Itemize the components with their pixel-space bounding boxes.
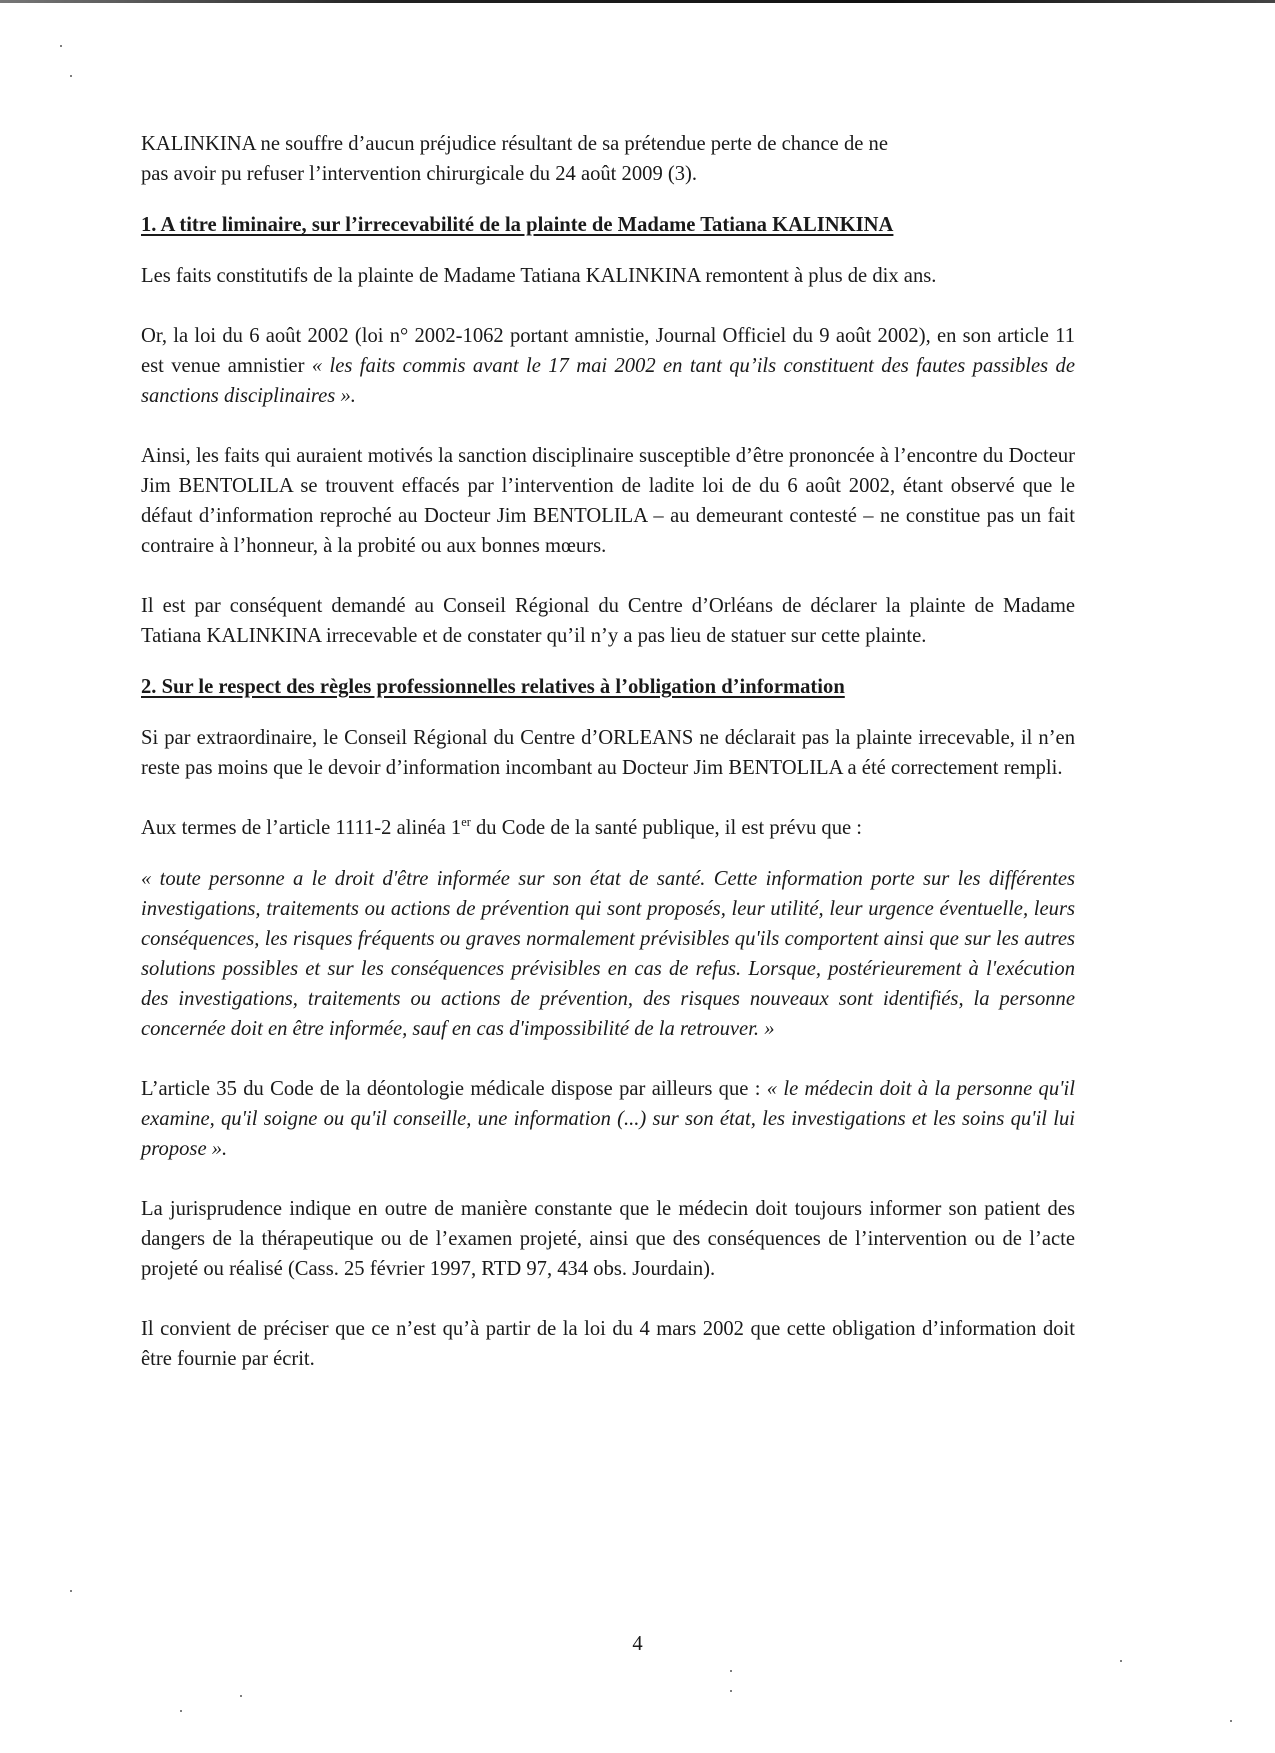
scan-speck — [1230, 1720, 1232, 1722]
section-2-paragraph-4: La jurisprudence indique en outre de manière constante que le médecin doit toujours informer son patient des dangers de la thérapeutique ou de l’examen projeté, ainsi que des conséquences de l’intervention ou de l’acte projeté ou réalisé (Cass. 25 février 1997, RTD 97, 434 obs. Jourdain). — [141, 1198, 1075, 1280]
scan-speck — [180, 1710, 182, 1712]
section-1-paragraph-3: Ainsi, les faits qui auraient motivés la sanction disciplinaire susceptible d’être prononcée à l’encontre du Docteur Jim BENTOLILA se trouvent effacés par l’intervention de ladite loi de du 6 août 2002, étant observé que le défaut d’information reproché au Docteur Jim BENTOLILA – au demeurant contesté – ne constitue pas un fait contraire à l’honneur, à la probité ou aux bonnes mœurs. — [141, 445, 1075, 557]
section-2-paragraph-1: Si par extraordinaire, le Conseil Régional du Centre d’ORLEANS ne déclarait pas la plainte irrecevable, il n’en reste pas moins que le devoir d’information incombant au Docteur Jim BENTOLILA a été correctement rempli. — [141, 727, 1075, 779]
section-1-heading: 1. A titre liminaire, sur l’irrecevabilité de la plainte de Madame Tatiana KALINKINA — [141, 214, 894, 236]
paragraph-text: Or, la loi du 6 août 2002 (loi n° 2002-1062 portant amnistie, Journal Officiel du 9 août 2002), en son article 11 est venue amnistier — [141, 325, 1075, 377]
deontology-code-quote: « le médecin doit à la personne qu'il examine, qu'il soigne ou qu'il conseille, une information (...) sur son état, les investigations et les soins qu'il lui propose ». — [141, 1078, 1075, 1160]
section-2-heading: 2. Sur le respect des règles professionnelles relatives à l’obligation d’information — [141, 676, 845, 698]
amnesty-law-quote: « les faits commis avant le 17 mai 2002 en tant qu’ils constituent des fautes passibles de sanctions disciplinaires ». — [141, 355, 1075, 407]
scan-speck — [730, 1670, 732, 1672]
page-number: 4 — [632, 1633, 643, 1655]
scan-speck — [70, 1590, 72, 1592]
section-1-paragraph-2 — [141, 321, 1075, 411]
scan-speck — [1120, 1660, 1122, 1662]
section-2-paragraph-2 — [141, 813, 1075, 843]
intro-line-2: pas avoir pu refuser l’intervention chirurgicale du 24 août 2009 (3). — [141, 163, 698, 185]
section-1-paragraph-1: Les faits constitutifs de la plainte de Madame Tatiana KALINKINA remontent à plus de dix ans. — [141, 265, 937, 287]
scan-speck — [240, 1695, 242, 1697]
section-2-paragraph-5: Il convient de préciser que ce n’est qu’à partir de la loi du 4 mars 2002 que cette obligation d’information doit être fournie par écrit. — [141, 1318, 1075, 1370]
public-health-code-quote: « toute personne a le droit d'être informée sur son état de santé. Cette information porte sur les différentes investigations, traitements ou actions de prévention qui sont proposés, leur utilité, leur urgence éventuelle, leurs conséquences, les risques fréquents ou graves normalement prévisibles qu'ils comportent ainsi que sur les autres solutions possibles et sur les conséquences prévisibles en cas de refus. Lorsque, postérieurement à l'exécution des investigations, traitements ou actions de prévention, des risques nouveaux sont identifiés, la personne concernée doit en être informée, sauf en cas d'impossibilité de la retrouver. » — [141, 868, 1075, 1040]
scan-speck — [70, 75, 72, 77]
document-body — [141, 129, 1075, 1374]
superscript: er — [461, 815, 471, 830]
paragraph-text: du Code de la santé publique, il est prévu que : — [470, 817, 863, 839]
intro-line-1: KALINKINA ne souffre d’aucun préjudice résultant de sa prétendue perte de chance de ne — [141, 133, 888, 155]
scan-top-edge — [0, 0, 1275, 3]
section-2-paragraph-3 — [141, 1074, 1075, 1164]
paragraph-text: L’article 35 du Code de la déontologie médicale dispose par ailleurs que : — [141, 1078, 767, 1100]
scan-speck — [730, 1690, 732, 1692]
paragraph-text: Aux termes de l’article 1111-2 alinéa 1 — [141, 817, 462, 839]
section-1-paragraph-4: Il est par conséquent demandé au Conseil Régional du Centre d’Orléans de déclarer la plainte de Madame Tatiana KALINKINA irrecevable et de constater qu’il n’y a pas lieu de statuer sur cette plainte. — [141, 595, 1075, 647]
scan-speck — [60, 45, 62, 47]
